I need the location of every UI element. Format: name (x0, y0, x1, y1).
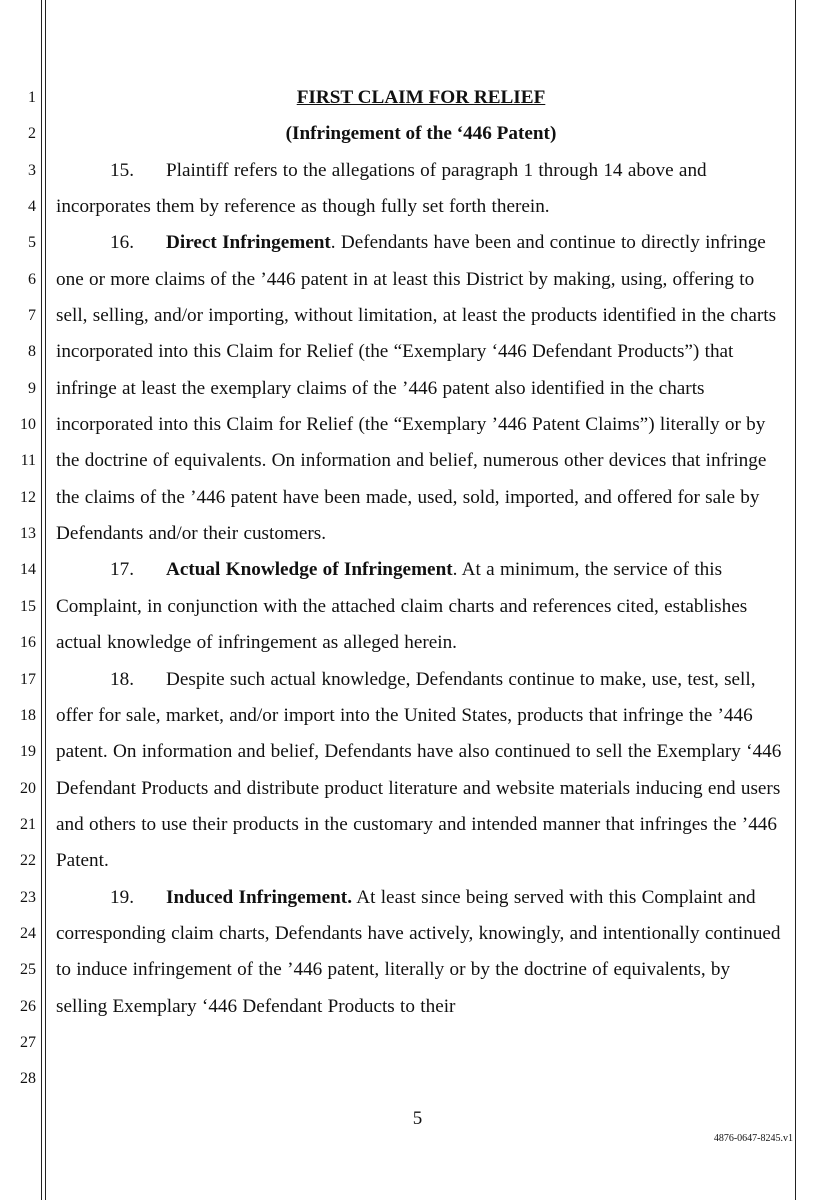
line-number: 7 (28, 307, 36, 325)
line-number: 12 (20, 488, 36, 506)
paragraph (56, 552, 786, 661)
line-number: 2 (28, 125, 36, 143)
paragraph (56, 662, 786, 880)
paragraph-number: 17. (110, 559, 134, 581)
line-number: 3 (28, 161, 36, 179)
right-margin-rule (795, 0, 796, 1200)
line-number: 15 (20, 597, 36, 615)
line-number: 18 (20, 706, 36, 724)
paragraph-list (56, 153, 786, 1025)
line-number: 9 (28, 379, 36, 397)
paragraph-text: Despite such actual knowledge, Defendants continue to make, use, test, sell, offer for sale, market, and/or import into the United States, products that infringe the ’446 patent. On information and belief, Defendants have also continued to sell the Exemplary ‘446 Defendant Products and distribute product literature and website materials inducing end users and others to use their products in the customary and intended manner that infringes the ’446 Patent. (56, 668, 782, 872)
paragraph-number: 15. (110, 159, 134, 181)
line-number: 10 (20, 416, 36, 434)
paragraph-text: At least since being served with this Complaint and corresponding claim charts, Defendants have actively, knowingly, and intentionally continued to induce infringement of the ’446 patent, literally or by the doctrine of equivalents, by selling Exemplary ‘446 Defendant Products to their (56, 886, 781, 1017)
line-number: 11 (20, 452, 36, 470)
paragraph-text: . Defendants have been and continue to directly infringe one or more claims of the ’446 patent in at least this District by making, using, offering to sell, selling, and/or importing, without limitation, at least the products identified in the charts incorporated into this Claim for Relief (the “Exemplary ‘446 Defendant Products”) that infringe at least the exemplary claims of the ’446 patent also identified in the charts incorporated into this Claim for Relief (the “Exemplary ’446 Patent Claims”) literally or by the doctrine of equivalents. On information and belief, numerous other devices that infringe the claims of the ’446 patent have been made, used, sold, imported, and offered for sale by Defendants and/or their customers. (56, 232, 777, 545)
line-number: 26 (20, 997, 36, 1015)
paragraph (56, 225, 786, 552)
line-number: 20 (20, 779, 36, 797)
line-number: 4 (28, 198, 36, 216)
line-number: 5 (28, 234, 36, 252)
page-number: 5 (412, 1108, 423, 1129)
paragraph (56, 153, 786, 226)
line-number: 22 (20, 852, 36, 870)
paragraph-number: 16. (110, 232, 134, 254)
document-body (56, 80, 786, 1025)
claim-subtitle: (Infringement of the ‘446 Patent) (285, 123, 557, 145)
document-id: 4876-0647-8245.v1 (713, 1133, 793, 1144)
line-number: 27 (20, 1033, 36, 1051)
left-margin-rule-outer (41, 0, 42, 1200)
line-number: 13 (20, 525, 36, 543)
paragraph-number: 19. (110, 886, 134, 908)
line-number: 14 (20, 561, 36, 579)
line-number: 28 (20, 1070, 36, 1088)
claim-title: FIRST CLAIM FOR RELIEF (296, 87, 546, 108)
paragraph-text: Plaintiff refers to the allegations of paragraph 1 through 14 above and incorporates them by reference as though fully set forth therein. (56, 159, 707, 218)
line-number: 17 (20, 670, 36, 688)
line-number: 16 (20, 634, 36, 652)
line-number: 24 (20, 924, 36, 942)
paragraph-text: . At a minimum, the service of this Complaint, in conjunction with the attached claim charts and references cited, establishes actual knowledge of infringement as alleged herein. (56, 559, 748, 654)
line-number: 1 (28, 89, 36, 106)
line-number: 25 (20, 961, 36, 979)
line-number: 8 (28, 343, 36, 361)
line-number: 21 (20, 815, 36, 833)
pleading-line-numbers (0, 80, 36, 1098)
line-number: 19 (20, 743, 36, 761)
paragraph-heading: Induced Infringement. (166, 886, 352, 908)
line-number: 6 (28, 270, 36, 288)
paragraph-heading: Actual Knowledge of Infringement (166, 559, 453, 581)
paragraph-heading: Direct Infringement (166, 232, 331, 254)
paragraph (56, 880, 786, 1025)
left-margin-rule-inner (45, 0, 46, 1200)
paragraph-number: 18. (110, 668, 134, 690)
line-number: 23 (20, 888, 36, 906)
